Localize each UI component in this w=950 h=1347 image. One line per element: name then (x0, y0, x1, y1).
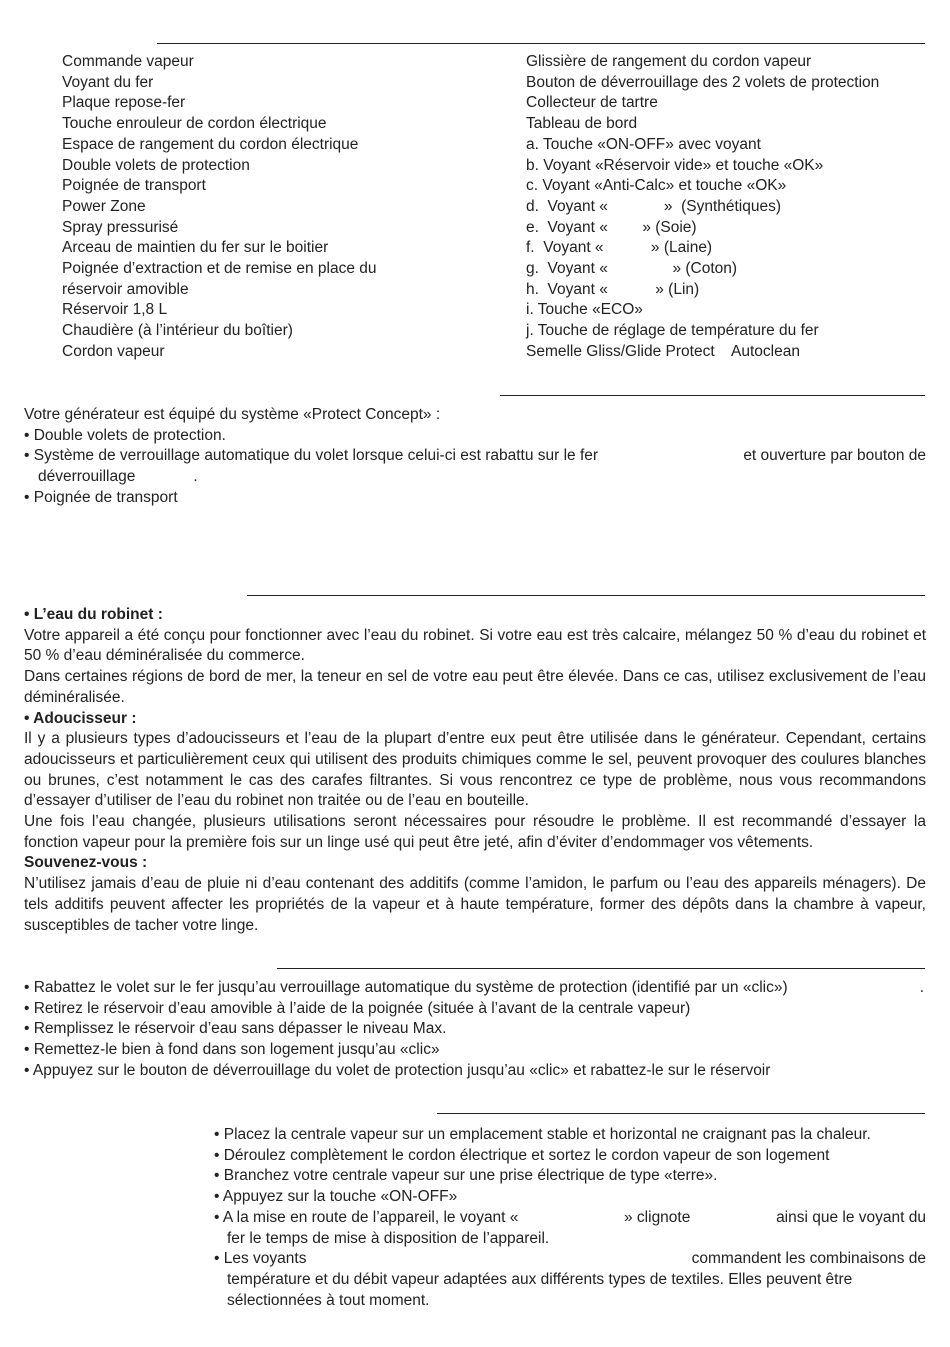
startup-bullet: • Appuyez sur la touche «ON-OFF» (214, 1188, 458, 1206)
component-item: a. Touche «ON-OFF» avec voyant (526, 135, 761, 153)
component-item: Touche enrouleur de cordon électrique (62, 115, 327, 133)
section-rule-startup (437, 1113, 925, 1114)
fill-bullet: • Remplissez le réservoir d’eau sans dépasser le niveau Max. (24, 1020, 447, 1038)
component-item: Voyant du fer (62, 73, 154, 91)
component-item: Poignée d’extraction et de remise en place du (62, 260, 377, 278)
component-item: d. Voyant « » (Synthétiques) (526, 197, 782, 215)
component-item: Power Zone (62, 197, 146, 215)
component-item: e. Voyant « » (Soie) (526, 218, 697, 236)
component-item: Chaudière (à l’intérieur du boîtier) (62, 322, 293, 340)
component-item: réservoir amovible (62, 280, 189, 298)
component-item: i. Touche «ECO» (526, 301, 643, 319)
startup-bullet-continuation: température et du débit vapeur adaptées aux différents types de textiles. Elles peuvent être (227, 1270, 853, 1288)
component-item: Espace de rangement du cordon électrique (62, 135, 359, 153)
component-item: j. Touche de réglage de température du fer (526, 322, 819, 340)
fill-bullet (24, 978, 926, 999)
protect-bullet-text: • Système de verrouillage automatique du volet lorsque celui-ci est rabattu sur le fer (24, 447, 599, 465)
startup-bullet (214, 1208, 926, 1229)
component-item: f. Voyant « » (Laine) (526, 239, 713, 257)
component-item: Arceau de maintien du fer sur le boitier (62, 239, 329, 257)
component-item: Collecteur de tartre (526, 94, 658, 112)
fill-bullet: • Appuyez sur le bouton de déverrouillage du volet de protection jusqu’au «clic» et rabattez-le sur le réservoir (24, 1061, 771, 1079)
protect-bullet-continuation (24, 467, 926, 488)
startup-bullet-text-end: ainsi que le voyant du (776, 1208, 926, 1226)
component-item: g. Voyant « » (Coton) (526, 260, 738, 278)
startup-bullet: • Placez la centrale vapeur sur un emplacement stable et horizontal ne craignant pas la chaleur. (214, 1126, 871, 1143)
section-rule-components (157, 43, 925, 44)
startup-section (214, 1125, 926, 1311)
section-rule-water (247, 595, 925, 596)
fill-section (24, 978, 926, 1082)
startup-bullet (214, 1249, 926, 1270)
components-list-right (526, 52, 879, 363)
component-item: Glissière de rangement du cordon vapeur (526, 53, 812, 70)
protect-bullet-text: déverrouillage (38, 468, 136, 486)
component-item: Réservoir 1,8 L (62, 301, 168, 319)
startup-bullet-text-end: commandent les combinaisons de (691, 1250, 926, 1268)
fill-bullet-text: • Rabattez le volet sur le fer jusqu’au verrouillage automatique du système de protection (identifié par un «clic») (24, 979, 788, 996)
startup-bullet-text: » clignote (624, 1208, 691, 1226)
startup-bullet: • Déroulez complètement le cordon électrique et sortez le cordon vapeur de son logement (214, 1146, 830, 1164)
water-section (24, 605, 926, 936)
water-tap-title: • L’eau du robinet : (24, 606, 163, 623)
startup-bullet-continuation: sélectionnées à tout moment. (227, 1291, 430, 1309)
startup-bullet-text: • Les voyants (214, 1250, 307, 1268)
component-item: Double volets de protection (62, 156, 250, 174)
protect-bullet-text-end: et ouverture par bouton de (743, 447, 926, 465)
protect-bullet-text: . (193, 468, 198, 486)
fill-bullet: • Remettez-le bien à fond dans son logement jusqu’au «clic» (24, 1041, 440, 1059)
component-item: Poignée de transport (62, 177, 206, 195)
water-softener-title: • Adoucisseur : (24, 709, 137, 727)
components-list-left (62, 52, 377, 363)
water-tap-paragraph: Dans certaines régions de bord de mer, la teneur en sel de votre eau peut être élevée. Dans ce cas, utilisez exclusivement de l’eau déminéralisée. (24, 668, 926, 706)
startup-bullet-continuation: fer le temps de mise à disposition de l’appareil. (227, 1229, 550, 1247)
protect-bullet: • Poignée de transport (24, 488, 178, 506)
component-item: b. Voyant «Réservoir vide» et touche «OK» (526, 156, 824, 174)
protect-bullet (24, 446, 926, 467)
water-tap-paragraph: Votre appareil a été conçu pour fonctionner avec l’eau du robinet. Si votre eau est très calcaire, mélangez 50 % d’eau du robinet et 50 % d’eau déminéralisée du commerce. (24, 626, 926, 665)
water-remember-paragraph: N’utilisez jamais d’eau de pluie ni d’eau contenant des additifs (comme l’amidon, le parfum ou l’eau des appareils ménagers). De tels additifs peuvent affecter les propriétés de la vapeur et à haute température, former des dépôts dans la chambre à vapeur, susceptibles de tacher votre linge. (24, 875, 926, 934)
component-item: Bouton de déverrouillage des 2 volets de protection (526, 73, 880, 91)
section-rule-protect (500, 395, 925, 396)
component-item: Spray pressurisé (62, 218, 179, 236)
component-item: Semelle Gliss/Glide Protect Autoclean (526, 342, 800, 360)
protect-intro: Votre générateur est équipé du système «Protect Concept» : (24, 406, 441, 423)
water-remember-title: Souvenez-vous : (24, 854, 148, 872)
component-item: c. Voyant «Anti-Calc» et touche «OK» (526, 177, 787, 195)
protect-bullet: • Double volets de protection. (24, 426, 226, 444)
component-item: Cordon vapeur (62, 342, 165, 360)
water-softener-paragraph: Une fois l’eau changée, plusieurs utilisations seront nécessaires pour résoudre le problème. Il est recommandé d’essayer la fonction vapeur pour la première fois sur un linge usé qui peut être jeté, afin d’éviter d’endommager vos vêtements. (24, 813, 926, 851)
startup-bullet-text: • A la mise en route de l’appareil, le voyant « (214, 1208, 519, 1226)
component-item: Tableau de bord (526, 115, 638, 133)
fill-bullet-end: . (919, 979, 924, 996)
protect-concept-section (24, 405, 926, 509)
startup-bullet: • Branchez votre centrale vapeur sur une prise électrique de type «terre». (214, 1167, 718, 1185)
component-item: Plaque repose-fer (62, 94, 186, 112)
water-softener-paragraph: Il y a plusieurs types d’adoucisseurs et l’eau de la plupart d’entre eux peut être utilisée dans le générateur. Cependant, certains adoucisseurs et particulièrement ceux qui utilisent des produits chimiques comme le sel, peuvent provoquer des coulures blanches ou brunes, c’est notamment le cas des carafes filtrantes. Si vous rencontrez ce type de problème, nous vous recommandons d’essayer d’utiliser de l’eau du robinet non traitée ou de l’eau en bouteille. (24, 730, 926, 810)
section-rule-fill (277, 968, 925, 969)
component-item: h. Voyant « » (Lin) (526, 280, 700, 298)
component-item: Commande vapeur (62, 53, 194, 70)
fill-bullet: • Retirez le réservoir d’eau amovible à l’aide de la poignée (située à l’avant de la centrale vapeur) (24, 999, 691, 1017)
